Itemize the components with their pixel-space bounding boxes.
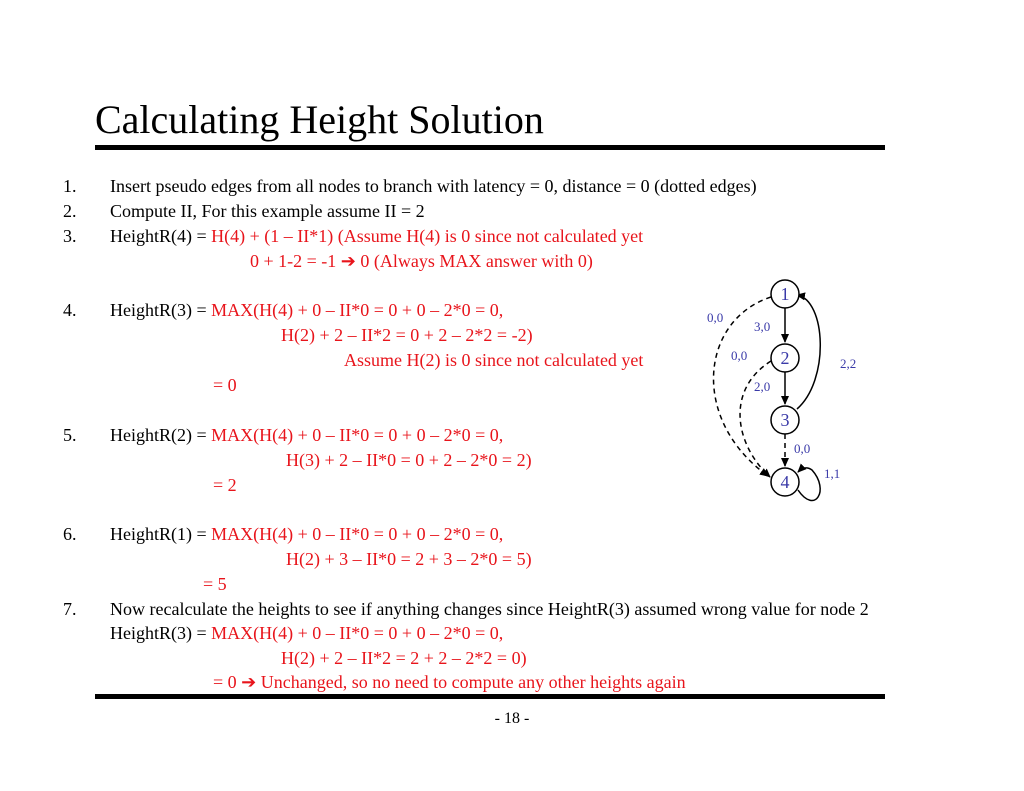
step-6-number: 6. [63, 524, 77, 544]
step-3-continuation: 0 + 1-2 = -1 ➔ 0 (Always MAX answer with 0) [250, 251, 593, 271]
step-4-continuation-2: Assume H(2) is 0 since not calculated yet [344, 350, 644, 370]
step-7-text: Now recalculate the heights to see if anything changes since HeightR(3) assumed wrong value for node 2 [110, 599, 869, 619]
step-6-continuation-1: H(2) + 3 – II*0 = 2 + 3 – 2*0 = 5) [286, 549, 532, 569]
node-3-label: 3 [780, 410, 790, 430]
node-2-label: 2 [780, 348, 790, 368]
step-1-number: 1. [63, 176, 77, 196]
step-3-lead: HeightR(4) = [110, 226, 212, 246]
step-2-text: Compute II, For this example assume II = 2 [110, 201, 425, 221]
step-7-red: MAX(H(4) + 0 – II*0 = 0 + 0 – 2*0 = 0, [211, 623, 504, 643]
step-6-lead: HeightR(1) = [110, 524, 212, 544]
step-3-red: H(4) + (1 – II*1) (Assume H(4) is 0 since not calculated yet [211, 226, 644, 246]
edge-3-4-pseudo-label: 0,0 [794, 441, 811, 456]
step-5-result: = 2 [213, 475, 237, 495]
step-7-number: 7. [63, 599, 77, 619]
step-5-continuation-1: H(3) + 2 – II*0 = 0 + 2 – 2*0 = 2) [286, 450, 532, 470]
edge-1-2-label: 3,0 [754, 319, 771, 334]
edge-2-3-label: 2,0 [754, 379, 771, 394]
step-4-lead: HeightR(3) = [110, 300, 212, 320]
step-7-result: = 0 ➔ Unchanged, so no need to compute any other heights again [213, 672, 686, 692]
page-number: - 18 - [494, 710, 530, 727]
step-5-lead: HeightR(2) = [110, 425, 212, 445]
edge-4-self-label: 1,1 [824, 466, 841, 481]
step-6-result: = 5 [203, 574, 227, 594]
step-3-number: 3. [63, 226, 77, 246]
edge-1-3-back [797, 295, 820, 409]
step-4-number: 4. [63, 300, 77, 320]
step-4-continuation-1: H(2) + 2 – II*2 = 0 + 2 – 2*2 = -2) [281, 325, 533, 345]
step-4-red: MAX(H(4) + 0 – II*0 = 0 + 0 – 2*0 = 0, [211, 300, 504, 320]
step-7-continuation-1: H(2) + 2 – II*2 = 2 + 2 – 2*2 = 0) [281, 648, 527, 668]
edge-4-self [798, 468, 820, 501]
node-1-label: 1 [780, 284, 790, 304]
edge-1-4-pseudo-label: 0,0 [707, 310, 724, 325]
edge-2-4-pseudo-label: 0,0 [731, 348, 748, 363]
step-2-number: 2. [63, 201, 77, 221]
node-4-label: 4 [780, 472, 790, 492]
step-1-text: Insert pseudo edges from all nodes to branch with latency = 0, distance = 0 (dotted edges) [110, 176, 757, 196]
slide-title: Calculating Height Solution [95, 97, 544, 142]
step-7-lead: HeightR(3) = [110, 623, 212, 643]
step-6-red: MAX(H(4) + 0 – II*0 = 0 + 0 – 2*0 = 0, [211, 524, 504, 544]
step-5-red: MAX(H(4) + 0 – II*0 = 0 + 0 – 2*0 = 0, [211, 425, 504, 445]
edge-1-3-label: 2,2 [840, 356, 857, 371]
step-5-number: 5. [63, 425, 77, 445]
step-4-result: = 0 [213, 375, 237, 395]
